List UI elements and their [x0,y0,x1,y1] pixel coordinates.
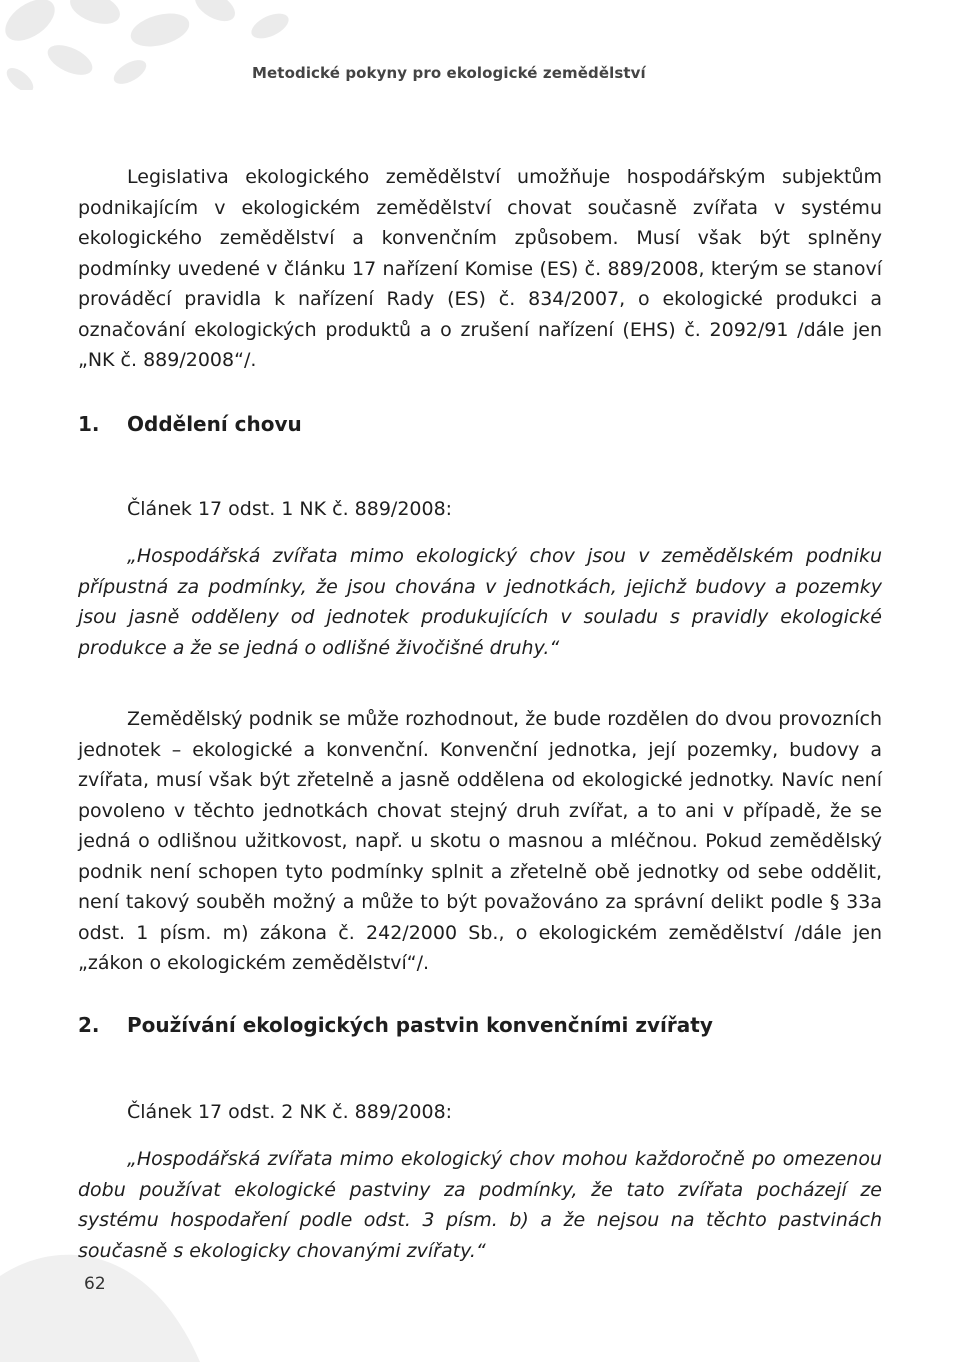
section-1-article-ref: Článek 17 odst. 1 NK č. 889/2008: [127,498,453,520]
page-number: 62 [84,1274,106,1294]
section-2-title: Používání ekologických pastvin konvenčními zvířaty [127,1013,713,1037]
section-2-article-ref: Článek 17 odst. 2 NK č. 889/2008: [127,1101,453,1123]
section-2-number: 2. [78,1013,100,1037]
section-1-body: Zemědělský podnik se může rozhodnout, že bude rozdělen do dvou provozních jednotek – ekologické a konvenční. Konvenční jednotka, její pozemky, budovy a zvířata, musí však být zřetelně a jasně oddělena od ekologické jednotky. Navíc není povoleno v těchto jednotkách chovat stejný druh zvířat, a to ani v případě, že se jedná o odlišnou užitkovost, např. u skotu o masnou a mléčnou. Pokud zemědělský podnik není schopen tyto podmínky splnit a zřetelně obě jednotky od sebe oddělit, není takový souběh možný a může to být považováno za správní delikt podle § 33a odst. 1 písm. m) zákona č. 242/2000 Sb., o ekologickém zemědělství /dále jen „zákon o ekologickém zemědělství“/. [78,708,882,974]
section-1-title: Oddělení chovu [127,412,302,436]
running-header: Metodické pokyny pro ekologické zemědělství [252,64,646,82]
section-1-heading [78,412,302,436]
section-2-quote: „Hospodářská zvířata mimo ekologický chov mohou každoročně po omezenou dobu používat ekologické pastviny za podmínky, že tato zvířata pocházejí ze systému hospodaření podle odst. 3 písm. b) a že nejsou na těchto pastvinách současně s ekologicky chovanými zvířaty.“ [78,1148,882,1262]
section-1-quote: „Hospodářská zvířata mimo ekologický chov jsou v zemědělském podniku přípustná za podmínky, že jsou chována v jednotkách, jejichž budovy a pozemky jsou jasně odděleny od jednotek produkujících v souladu s pravidly ekologické produkce a že se jedná o odlišné živočišné druhy.“ [78,545,882,659]
section-2-heading [78,1013,713,1037]
section-1-number: 1. [78,412,100,436]
intro-paragraph: Legislativa ekologického zemědělství umožňuje hospodářským subjektům podnikajícím v ekologickém zemědělství chovat současně zvířata v systému ekologického zemědělství a konvenčním způsobem. Musí však být splněny podmínky uvedené v článku 17 nařízení Komise (ES) č. 889/2008, kterým se stanoví prováděcí pravidla k nařízení Rady (ES) č. 834/2007, o ekologické produkci a označování ekologických produktů a o zrušení nařízení (EHS) č. 2092/91 /dále jen „NK č. 889/2008“/. [78,166,882,371]
